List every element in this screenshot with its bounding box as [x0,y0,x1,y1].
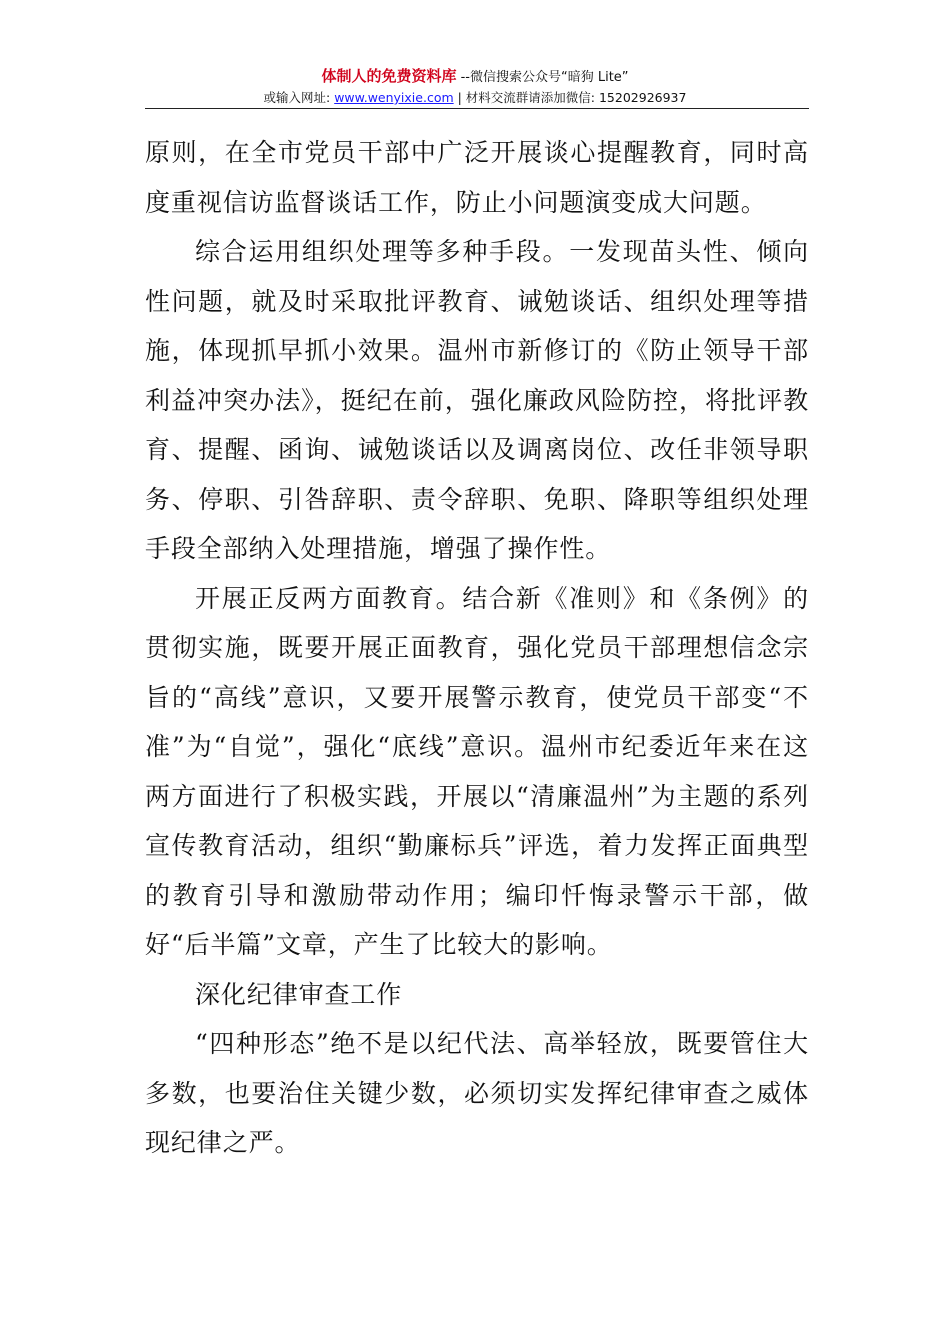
section-heading: 深化纪律审查工作 [195,979,403,1009]
contact-info: | 材料交流群请添加微信: 15202926937 [453,90,687,105]
document-body [145,128,809,1168]
header-divider [145,108,809,109]
brand-title: 体制人的免费资料库 [321,67,457,85]
paragraph-continuation: 原则，在全市党员干部中广泛开展谈心提醒教育，同时高度重视信访监督谈话工作，防止小问题演变成大问题。 [145,138,809,217]
header-contact-line [145,88,805,108]
url-prefix: 或输入网址: [263,90,335,105]
paragraph-organizational-handling: 综合运用组织处理等多种手段。一发现苗头性、倾向性问题，就及时采取批评教育、诫勉谈话、组织处理等措施，体现抓早抓小效果。温州市新修订的《防止领导干部利益冲突办法》，挺纪在前，强化廉政风险防控，将批评教育、提醒、函询、诫勉谈话以及调离岗位、改任非领导职务、停职、引咎辞职、责令辞职、免职、降职等组织处理手段全部纳入处理措施，增强了操作性。 [145,237,809,563]
brand-slogan: --微信搜索公众号“暗狗 Lite” [456,70,629,85]
page-header [145,66,805,108]
header-banner [145,66,805,88]
paragraph-education: 开展正反两方面教育。结合新《准则》和《条例》的贯彻实施，既要开展正面教育，强化党员干部理想信念宗旨的“高线”意识，又要开展警示教育，使党员干部变“不准”为“自觉”，强化“底线”意识。温州市纪委近年来在这两方面进行了积极实践，开展以“清廉温州”为主题的系列宣传教育活动，组织“勤廉标兵”评选，着力发挥正面典型的教育引导和激励带动作用；编印忏悔录警示干部，做好“后半篇”文章，产生了比较大的影响。 [145,583,809,959]
website-link[interactable]: www.wenyixie.com [334,90,454,105]
paragraph-four-forms: “四种形态”绝不是以纪代法、高举轻放，既要管住大多数，也要治住关键少数，必须切实发挥纪律审查之威体现纪律之严。 [145,1029,809,1157]
